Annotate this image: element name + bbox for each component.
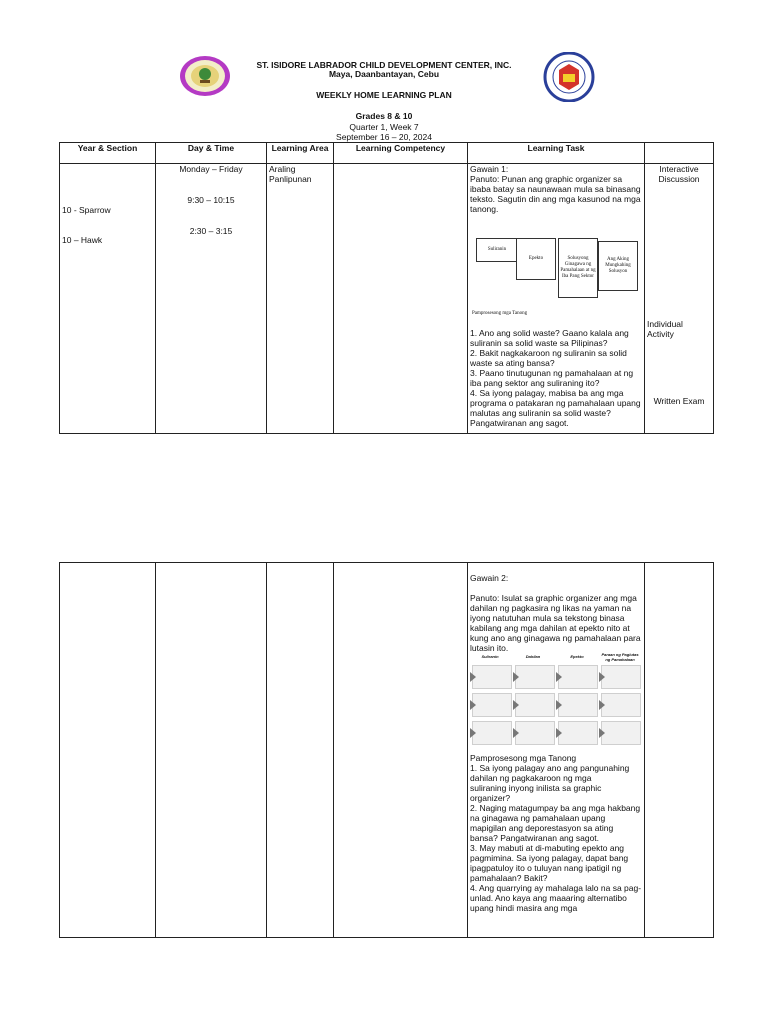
- organizer-box-mungkahi: Ang Aking Mungkahing Solusyon: [598, 241, 638, 291]
- grades-label: Grades 8 & 10: [355, 111, 413, 121]
- organizer-cell: [515, 665, 555, 689]
- learning-competency-cell: [334, 563, 468, 938]
- organizer-caption: Pamprosesong mga Tanong: [472, 310, 552, 318]
- time-slot-2: 2:30 – 3:15: [189, 226, 233, 236]
- col-header-year-section: Year & Section: [60, 143, 156, 164]
- table-row: [60, 164, 714, 434]
- mode-cell: [645, 563, 714, 938]
- organizer-header-suliranin: Suliranin: [481, 654, 499, 659]
- school-address: Maya, Daanbantayan, Cebu: [328, 69, 440, 79]
- date-range: September 16 – 20, 2024: [336, 132, 432, 142]
- task-1-questions: 1. Ano ang solid waste? Gaano kalala ang suliranin sa solid waste sa Pilipinas? 2. Bakit nagkakaroon ng suliranin sa solid waste sa ating bansa? 3. Paano tinutugunan ng pamahalaan at ng iba pang sektor ang suliraning ito? 4. Sa iyong palagay, mabisa ba ang mga programa o patakaran ng pamahalaan upang malutas ang suliranin sa solid waste? Pangatwiranan ang sagot.: [470, 328, 641, 428]
- organizer-cell: [558, 721, 598, 745]
- graphic-organizer-1: [470, 238, 642, 326]
- organizer-box-suliranin: Suliranin: [476, 238, 518, 262]
- arrow-right-icon: [513, 700, 519, 710]
- col-header-mode: [645, 143, 714, 164]
- organizer-cell: [472, 721, 512, 745]
- section-sparrow: 10 - Sparrow: [62, 205, 111, 215]
- mode-interactive-discussion: Interactive Discussion: [658, 164, 700, 184]
- arrow-right-icon: [470, 700, 476, 710]
- mode-cell: [645, 164, 714, 434]
- organizer-header-epekto: Epekto: [570, 654, 584, 659]
- learning-area-cell: [267, 563, 334, 938]
- organizer-cell: [601, 693, 641, 717]
- plan-title: WEEKLY HOME LEARNING PLAN: [316, 90, 452, 100]
- learning-plan-table: [59, 142, 714, 434]
- day-time-cell: [156, 563, 267, 938]
- arrow-right-icon: [599, 700, 605, 710]
- organizer-cell: [472, 665, 512, 689]
- organizer-cell: [515, 721, 555, 745]
- learning-task-cell: [468, 164, 645, 434]
- arrow-right-icon: [556, 672, 562, 682]
- arrow-right-icon: [470, 728, 476, 738]
- organizer-box-solusyon: Solusyong Ginagawa ng Pamahalaan at ng Iba Pang Sektor: [558, 238, 598, 298]
- task-2-questions: Pamprosesong mga Tanong 1. Sa iyong palagay ano ang pangunahing dahilan ng pagkakaroon ng mga suliraning inyong inilista sa graphic organizer? 2. Naging matagumpay ba ang mga hakbang na ginagawa ng pamahalaan upang mapigilan ang deporestasyon sa ating bansa? Pangatwiranan ang sagot. 3. May mabuti at di-mabuting epekto ang pagmimina. Sa iyong palagay, dapat bang ipagpatuloy ito o tuluyan nang ipatigil ng pamahalaan? Bakit? 4. Ang quarrying ay mahalaga lalo na sa pag-unlad. Ano kaya ang maaaring alternatibo upang hindi masira ang mga: [470, 753, 642, 913]
- arrow-right-icon: [556, 700, 562, 710]
- arrow-right-icon: [599, 672, 605, 682]
- learning-area-cell: [267, 164, 334, 434]
- learning-competency-cell: [334, 164, 468, 434]
- learning-plan-table-continued: [59, 562, 714, 938]
- time-slot-1: 9:30 – 10:15: [187, 195, 235, 205]
- graphic-organizer-2: [470, 653, 642, 753]
- organizer-cell: [601, 721, 641, 745]
- col-header-learning-task: Learning Task: [468, 143, 645, 164]
- organizer-box-epekto: Epekto: [516, 238, 556, 280]
- table-header-row: [60, 143, 714, 164]
- year-section-cell: [60, 563, 156, 938]
- arrow-right-icon: [599, 728, 605, 738]
- task-1-instructions: Gawain 1: Panuto: Punan ang graphic organizer sa ibaba batay sa naunawaan mula sa binasang teksto. Sagutin din ang mga kasunod na mga tanong.: [470, 164, 641, 214]
- organizer-cell: [472, 693, 512, 717]
- organizer-cell: [558, 693, 598, 717]
- mode-written-exam: Written Exam: [653, 396, 705, 406]
- col-header-learning-competency: Learning Competency: [334, 143, 468, 164]
- organizer-header-dahilan: Dahilan: [525, 654, 541, 659]
- learning-task-cell: [468, 563, 645, 938]
- section-hawk: 10 – Hawk: [62, 235, 103, 245]
- organizer-cell: [558, 665, 598, 689]
- arrow-right-icon: [470, 672, 476, 682]
- organizer-cell: [515, 693, 555, 717]
- day-range: Monday – Friday: [179, 164, 243, 174]
- table-row: [60, 563, 714, 938]
- arrow-right-icon: [513, 672, 519, 682]
- arrow-right-icon: [513, 728, 519, 738]
- learning-area-text: Araling Panlipunan: [269, 164, 312, 184]
- mode-individual-activity: Individual Activity: [647, 319, 683, 339]
- organizer-cell: [601, 665, 641, 689]
- year-section-cell: [60, 164, 156, 434]
- task-2-instructions: Gawain 2: Panuto: Isulat sa graphic organizer ang mga dahilan ng pagkasira ng likas na yaman na iyong natutuhan mula sa tekstong binasa kabilang ang mga dahilan at epekto nito at kung ano ang ginagawa ng pamahalaan para lutasin ito.: [470, 573, 641, 653]
- col-header-day-time: Day & Time: [156, 143, 267, 164]
- day-time-cell: [156, 164, 267, 434]
- organizer-header-paraan: Paraan ng Paglutas ng Pamahalaan: [601, 652, 639, 662]
- col-header-learning-area: Learning Area: [267, 143, 334, 164]
- quarter-label: Quarter 1, Week 7: [349, 122, 419, 132]
- school-name: ST. ISIDORE LABRADOR CHILD DEVELOPMENT CENTER, INC.: [256, 60, 512, 70]
- arrow-right-icon: [556, 728, 562, 738]
